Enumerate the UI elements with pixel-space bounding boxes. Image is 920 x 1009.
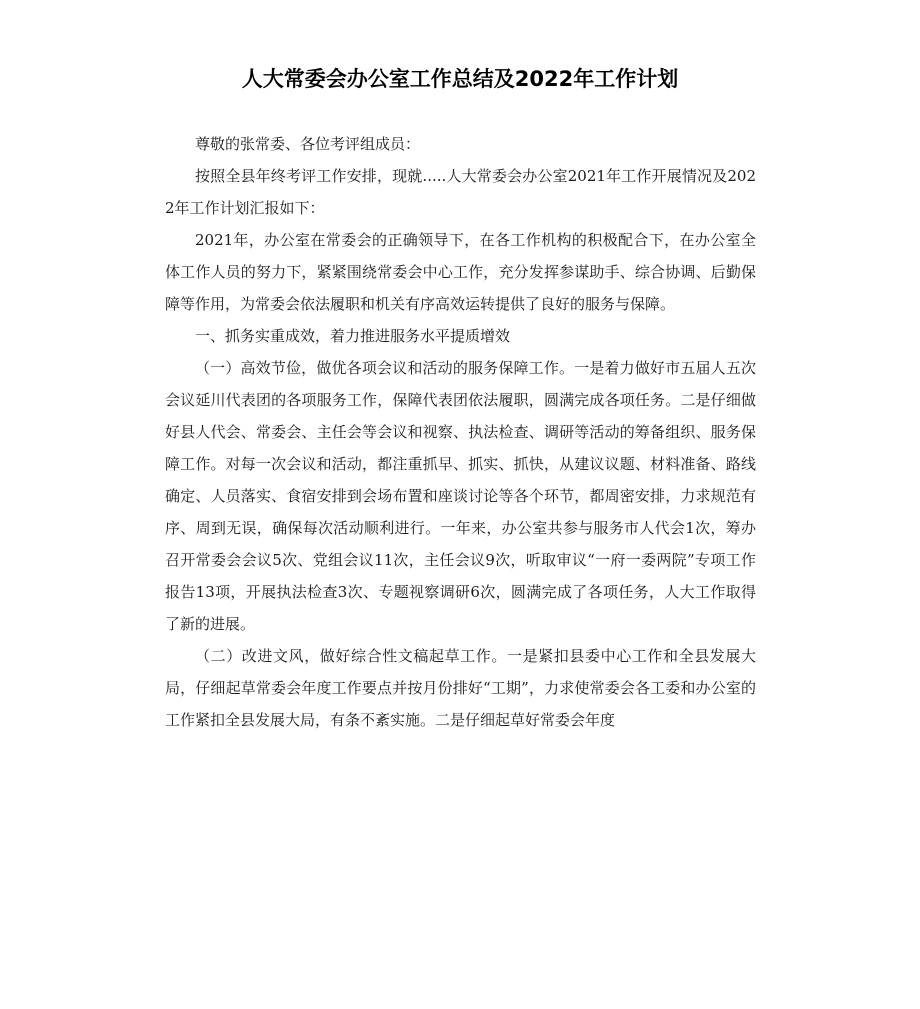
summary-paragraph: 2021年，办公室在常委会的正确领导下，在各工作机构的积极配合下，在办公室全体工作人员的努力下，紧紧围绕常委会中心工作，充分发挥参谋助手、综合协调、后勤保障等作用，为常委会依法履职和机关有序高效运转提供了良好的服务与保障。 <box>165 231 756 313</box>
document-body <box>165 128 756 736</box>
salutation-paragraph: 尊敬的张常委、各位考评组成员： <box>195 135 421 153</box>
document-title: 人大常委会办公室工作总结及2022年工作计划 <box>241 67 679 91</box>
section-heading-1: 一、抓务实重成效，着力推进服务水平提质增效 <box>195 327 511 345</box>
intro-paragraph: 按照全县年终考评工作安排，现就.....人大常委会办公室2021年工作开展情况及2022年工作计划汇报如下： <box>165 167 756 217</box>
subsection-paragraph-2: （二）改进文风，做好综合性文稿起草工作。一是紧扣县委中心工作和全县发展大局，仔细起草常委会年度工作要点并按月份排好“工期”，力求使常委会各工委和办公室的工作紧扣全县发展大局，有条不紊实施。二是仔细起草好常委会年度 <box>165 647 756 729</box>
subsection-paragraph-1: （一）高效节俭，做优各项会议和活动的服务保障工作。一是着力做好市五届人五次会议延川代表团的各项服务工作，保障代表团依法履职，圆满完成各项任务。二是仔细做好县人代会、常委会、主任会等会议和视察、执法检查、调研等活动的筹备组织、服务保障工作。对每一次会议和活动，都注重抓早、抓实、抓快，从建议议题、材料准备、路线确定、人员落实、食宿安排到会场布置和座谈讨论等各个环节，都周密安排，力求规范有序、周到无误，确保每次活动顺利进行。一年来，办公室共参与服务市人代会1次，筹办召开常委会会议5次、党组会议11次，主任会议9次，听取审议“一府一委两院”专项工作报告13项，开展执法检查3次、专题视察调研6次，圆满完成了各项任务，人大工作取得了新的进展。 <box>165 359 756 633</box>
